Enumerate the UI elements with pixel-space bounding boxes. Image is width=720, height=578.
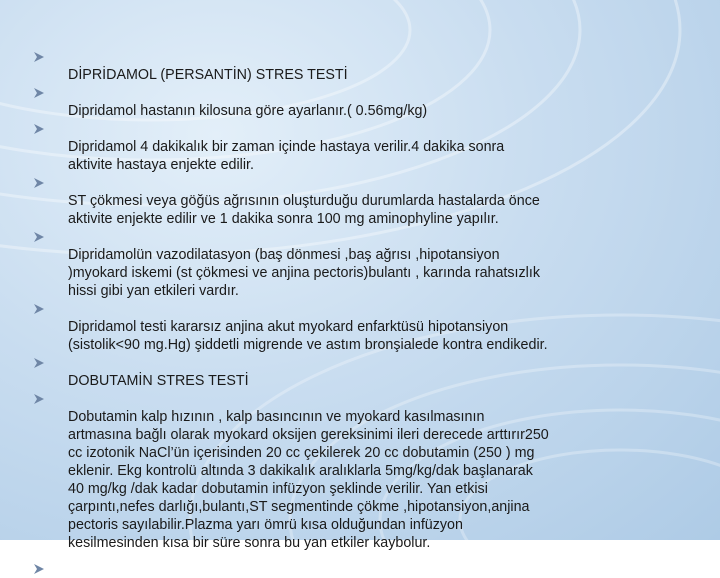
arrow-bullet-icon <box>34 52 44 62</box>
bullet-text: Dipridamol hastanın kilosuna göre ayarlanır.( 0.56mg/kg) <box>68 103 428 119</box>
arrow-bullet-icon <box>34 124 44 134</box>
arrow-bullet-icon <box>34 178 44 188</box>
bullet-item-side-effects <box>34 228 664 300</box>
bullet-text: Dipridamol testi kararsız anjina akut myokard enfarktüsü hipotansiyon (sistolik<90 mg.Hg) şiddetli migrende ve astım bronşialede kontra endikedir. <box>68 319 548 353</box>
bullet-item-dobutamin-title <box>34 354 664 390</box>
bullet-item-dobutamin-protocol <box>34 390 664 552</box>
bullet-item-st-depression <box>34 174 664 228</box>
bullet-item-dose <box>34 84 664 120</box>
arrow-bullet-icon <box>34 304 44 314</box>
arrow-bullet-icon <box>34 88 44 98</box>
bullet-text: ST çökmesi veya göğüs ağrısının oluşturduğu durumlarda hastalarda önce aktivite enjekte edilir ve 1 dakika sonra 100 mg aminophyline yapılır. <box>68 193 540 227</box>
arrow-bullet-icon <box>34 564 44 574</box>
bullet-text: Dobutamin kalp hızının , kalp basıncının ve myokard kasılmasının artmasına bağlı olarak myokard oksijen gereksinimi ileri derecede arttırır250 cc izotonik NaCl’ün içerisinden 20 cc çekilerek 20 cc dobutamin (250 ) mg eklenir. Ekg kontrolü altında 3 dakikalık aralıklarla 5mg/kg/dak başlanarak 40 mg/kg /dak kadar dobutamin infüzyon şeklinde verilir. Yan etkisi çarpıntı,nefes darlığı,bulantı,ST segmentinde çökme ,hipotansiyon,anjina pectoris sayılabilir.Plazma yarı ömrü kısa olduğundan infüzyon kesilmesinden kısa bir süre sonra bu yan etkiler kaybolur. <box>68 409 549 551</box>
bullet-item-administration <box>34 120 664 174</box>
arrow-bullet-icon <box>34 358 44 368</box>
bullet-item-dipridamol-title <box>34 48 664 84</box>
bullet-text: DİPRİDAMOL (PERSANTİN) STRES TESTİ <box>68 67 348 83</box>
bullet-text: Dipridamol 4 dakikalık bir zaman içinde hastaya verilir.4 dakika sonra aktivite hastaya enjekte edilir. <box>68 139 505 173</box>
arrow-bullet-icon <box>34 394 44 404</box>
arrow-bullet-icon <box>34 232 44 242</box>
bullet-item-contraindications <box>34 300 664 354</box>
bullet-item-empty <box>34 560 664 578</box>
bullet-text: DOBUTAMİN STRES TESTİ <box>68 373 249 389</box>
bullet-text: Dipridamolün vazodilatasyon (baş dönmesi ,baş ağrısı ,hipotansiyon )myokard iskemi (st çökmesi ve anjina pectoris)bulantı , karında rahatsızlık hissi gibi yan etkileri vardır. <box>68 247 540 299</box>
bullet-list <box>34 48 664 578</box>
